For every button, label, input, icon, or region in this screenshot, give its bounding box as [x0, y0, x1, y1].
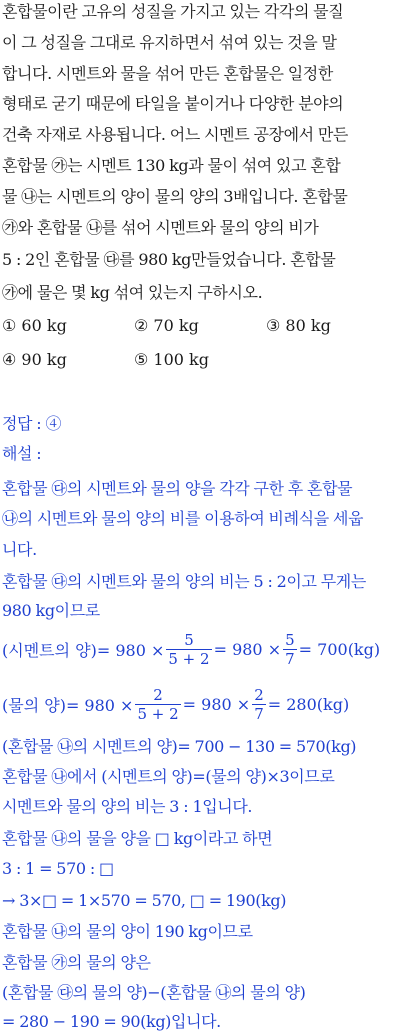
solution-line: = 280 − 190 = 90(kg)입니다. — [2, 1012, 221, 1031]
solution-line: (혼합물 ㉯의 시멘트의 양)= 700 − 130 = 570(kg) — [2, 737, 357, 756]
fraction — [252, 686, 266, 723]
eq-text: = 980 × — [213, 639, 282, 659]
solution-line: 혼합물 ㉰의 시멘트와 물의 양의 비는 5 : 2이고 무게는 — [2, 572, 366, 591]
denominator: 5 + 2 — [168, 649, 210, 668]
question-line: 5 : 2인 혼합물 ㉰를 980 kg만들었습니다. 혼합물 — [2, 250, 336, 269]
option-1[interactable]: ① 60 kg — [2, 316, 67, 335]
eq-text: = 700(kg) — [298, 639, 381, 659]
solution-line: 혼합물 ㉯의 물을 양을 □ kg이라고 하면 — [2, 829, 273, 848]
solution-line: 3 : 1 = 570 : □ — [2, 859, 114, 878]
solution-line: 980 kg이므로 — [2, 601, 100, 620]
solution-line: → 3×□ = 1×570 = 570, □ = 190(kg) — [2, 891, 287, 910]
denominator: 5 + 2 — [137, 704, 179, 723]
solution-line: 혼합물 ㉯의 물의 양이 190 kg이므로 — [2, 922, 253, 941]
numerator: 5 — [285, 630, 295, 649]
question-line: 물 ㉯는 시멘트의 양이 물의 양의 3배입니다. 혼합물 — [2, 187, 348, 206]
question-line: 혼합물 ㉮는 시멘트 130 kg과 물이 섞여 있고 혼합 — [2, 156, 341, 175]
answer-line: 정답 : ④ — [2, 414, 62, 433]
eq-text: = 980 × — [182, 694, 251, 714]
eq-text: (시멘트의 양)= 980 × — [2, 640, 165, 660]
option-4[interactable]: ④ 90 kg — [2, 350, 67, 369]
solution-line: (혼합물 ㉰의 물의 양)−(혼합물 ㉯의 물의 양) — [2, 983, 306, 1002]
question-line: ㉮와 혼합물 ㉯를 섞어 시멘트와 물의 양의 비가 — [2, 218, 319, 237]
eq-text: = 280(kg) — [267, 694, 350, 714]
solution-line: 혼합물 ㉰의 시멘트와 물의 양을 각각 구한 후 혼합물 — [2, 479, 353, 498]
solution-line: 혼합물 ㉮의 물의 양은 — [2, 953, 151, 972]
option-5[interactable]: ⑤ 100 kg — [134, 350, 209, 369]
option-2[interactable]: ② 70 kg — [134, 316, 199, 335]
question-line: ㉮에 물은 몇 kg 섞여 있는지 구하시오. — [2, 283, 263, 302]
solution-line: 니다. — [2, 540, 37, 559]
question-line: 합니다. 시멘트와 물을 섞어 만든 혼합물은 일정한 — [2, 64, 333, 83]
water-equation — [2, 681, 349, 727]
denominator: 7 — [285, 649, 295, 668]
solution-line: ㉯의 시멘트와 물의 양의 비를 이용하여 비례식을 세웁 — [2, 509, 364, 528]
numerator: 2 — [153, 685, 163, 704]
eq-text: (물의 양)= 980 × — [2, 695, 134, 715]
solution-line: 시멘트와 물의 양의 비는 3 : 1입니다. — [2, 797, 253, 816]
numerator: 5 — [184, 630, 194, 649]
solution-line: 혼합물 ㉯에서 (시멘트의 양)=(물의 양)×3이므로 — [2, 767, 335, 786]
question-line: 이 그 성질을 그대로 유지하면서 섞여 있는 것을 말 — [2, 33, 337, 52]
fraction — [166, 631, 211, 668]
question-line: 건축 자재로 사용됩니다. 어느 시멘트 공장에서 만든 — [2, 125, 348, 144]
numerator: 2 — [254, 685, 264, 704]
question-line: 형태로 굳기 때문에 타일을 붙이거나 다양한 분야의 — [2, 94, 344, 113]
fraction — [283, 631, 297, 668]
cement-equation — [2, 626, 380, 672]
option-3[interactable]: ③ 80 kg — [266, 316, 331, 335]
question-line: 혼합물이란 고유의 성질을 가지고 있는 각각의 물질 — [2, 2, 344, 21]
explanation-label: 해설 : — [2, 444, 42, 463]
fraction — [135, 686, 180, 723]
denominator: 7 — [254, 704, 264, 723]
